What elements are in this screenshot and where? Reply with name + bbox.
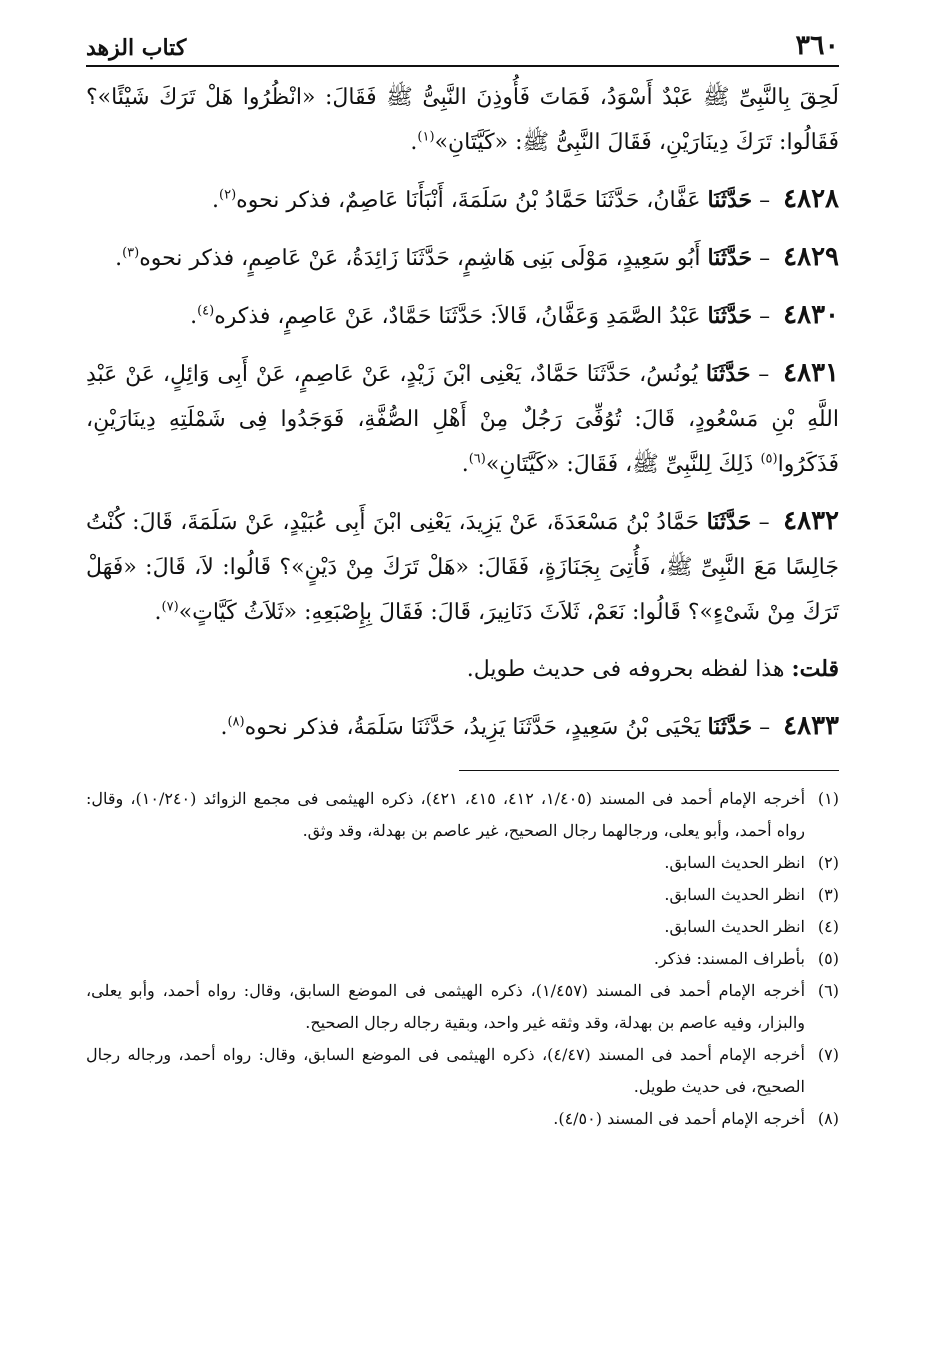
editor-note xyxy=(86,647,839,692)
footnote-text: انظر الحديث السابق. xyxy=(664,853,805,872)
hadith-lead: حَدَّثَنَا xyxy=(707,187,753,213)
hadith-text: يَحْيَى بْنُ سَعِيدٍ، حَدَّثَنَا يَزِيدُ، حَدَّثَنَا سَلَمَةُ، فذكر نحوه xyxy=(244,715,701,740)
footnote-ref: (٦) xyxy=(468,451,486,467)
hadith-number: ٤٨٣٢ xyxy=(783,506,839,536)
footnote xyxy=(86,1103,839,1135)
hadith-text-continued: ذَلِكَ لِلنَّبِىِّ ﷺ، فَقَالَ: «كَيَّتَانِ» xyxy=(485,452,754,477)
footnote-text: انظر الحديث السابق. xyxy=(664,885,805,904)
note-text: هذا لفظه بحروفه فى حديث طويل. xyxy=(466,657,785,682)
footnote-text: أخرجه الإمام أحمد فى المسند (٤/٥٠). xyxy=(553,1109,805,1128)
footnote-number: (٣) xyxy=(817,885,839,904)
hadith-lead: حَدَّثَنَا xyxy=(706,509,752,535)
hadith-lead: حَدَّثَنَا xyxy=(707,245,753,271)
footnote xyxy=(86,911,839,943)
note-label: قلت: xyxy=(791,656,839,682)
hadith-4830: ٤٨٣٠ – حَدَّثَنَا عَبْدُ الصَّمَدِ وَعَفَّانُ، قَالاَ: حَدَّثَنَا حَمَّادٌ، عَنْ عَاصِمٍ، فذكره$^{(٤)}$. xyxy=(190,300,839,330)
hadith-4831: ٤٨٣١ – حَدَّثَنَا يُونُسُ، حَدَّثَنَا حَمَّادٌ، يَعْنِى ابْنَ زَيْدٍ، عَنْ عَاصِمٍ، عَنْ أَبِى وَائِلٍ، عَنْ عَبْدِ اللَّهِ بْنِ مَسْعُودٍ، قَالَ: تُوُفِّىَ رَجُلٌ مِنْ أَهْلِ الصُّفَّةِ، فَوَجَدُوا فِى شَمْلَتِهِ دِينَارَيْنِ، فَذَكَرُوا$^{(٥)}$ ذَلِكَ لِلنَّبِىِّ ﷺ، فَقَالَ: «كَيَّتَانِ»$^{(٦)}$. xyxy=(86,358,839,477)
hadith-4832: ٤٨٣٢ – حَدَّثَنَا حَمَّادُ بْنُ مَسْعَدَةَ، عَنْ يَزِيدَ، يَعْنِى ابْنَ أَبِى عُبَيْدٍ، عَنْ سَلَمَةَ، قَالَ: كُنْتُ جَالِسًا مَعَ النَّبِىِّ ﷺ، فَأُتِىَ بِجَنَازَةٍ، فَقَالَ: «هَلْ تَرَكَ مِنْ دَيْنٍ»؟ قَالُوا: لاَ، قَالَ: «فَهَلْ تَرَكَ مِنْ شَىْءٍ»؟ قَالُوا: نَعَمْ، ثَلاَثَ دَنَانِيرَ، قَالَ: فَقَالَ بِإِصْبَعِهِ: «ثَلاَثُ كَيَّاتٍ»$^{(٧)}$. xyxy=(86,506,839,625)
hadith-number: ٤٨٣٣ xyxy=(783,711,839,741)
hadith-number: ٤٨٣٠ xyxy=(783,300,839,330)
hadith-text: أَبُو سَعِيدٍ، مَوْلَى بَنِى هَاشِمٍ، حَدَّثَنَا زَائِدَةُ، عَنْ عَاصِمٍ، فذكر نحوه xyxy=(139,246,701,271)
hadith-lead: حَدَّثَنَا xyxy=(707,714,753,740)
footnote-number: (٧) xyxy=(817,1045,839,1064)
footnote xyxy=(86,1039,839,1103)
footnote-ref: (٥) xyxy=(760,451,778,467)
footnote-separator xyxy=(459,770,839,771)
hadith-text: عَفَّانُ، حَدَّثَنَا حَمَّادُ بْنُ سَلَمَةَ، أَنْبَأَنَا عَاصِمٌ، فذكر نحوه xyxy=(236,188,701,213)
footnote-text: بأطراف المسند: فذكر. xyxy=(653,949,805,968)
hadith-text: يُونُسُ، حَدَّثَنَا حَمَّادٌ، يَعْنِى ابْنَ زَيْدٍ، عَنْ عَاصِمٍ، عَنْ أَبِى وَائِلٍ، عَنْ عَبْدِ اللَّهِ بْنِ مَسْعُودٍ، قَالَ: تُوُفِّىَ رَجُلٌ مِنْ أَهْلِ الصُّفَّةِ، فَوَجَدُوا فِى شَمْلَتِهِ دِينَارَيْنِ، فَذَكَرُوا xyxy=(86,362,839,477)
footnote-number: (٨) xyxy=(817,1109,839,1128)
footnotes xyxy=(86,783,839,1135)
footnote-number: (٢) xyxy=(817,853,839,872)
footnote-ref: (٤) xyxy=(197,303,215,319)
hadith-number: ٤٨٣١ xyxy=(783,358,839,388)
hadith-number: ٤٨٢٩ xyxy=(783,242,839,272)
hadith-text: عَبْدُ الصَّمَدِ وَعَفَّانُ، قَالاَ: حَدَّثَنَا حَمَّادٌ، عَنْ عَاصِمٍ، فذكره xyxy=(214,304,701,329)
paragraph-continuation: لَحِقَ بِالنَّبِىِّ ﷺ عَبْدٌ أَسْوَدُ، فَمَاتَ فَأُوذِنَ النَّبِىُّ ﷺ فَقَالَ: «انْظُرُوا هَلْ تَرَكَ شَيْئًا»؟ فَقَالُوا: تَرَكَ دِينَارَيْنِ، فَقَالَ النَّبِىُّ ﷺ: «كَيَّتَانِ»$^{(١)}$. xyxy=(86,85,839,155)
footnote-text: أخرجه الإمام أحمد فى المسند (٤/٤٧)، ذكره الهيثمى فى الموضع السابق، وقال: رواه أحمد، ورجاله رجال الصحيح، فى حديث طويل. xyxy=(86,1045,805,1096)
hadith-number: ٤٨٢٨ xyxy=(783,184,839,214)
hadith-4829: ٤٨٢٩ – حَدَّثَنَا أَبُو سَعِيدٍ، مَوْلَى بَنِى هَاشِمٍ، حَدَّثَنَا زَائِدَةُ، عَنْ عَاصِمٍ، فذكر نحوه$^{(٣)}$. xyxy=(115,242,839,272)
footnote-text: انظر الحديث السابق. xyxy=(664,917,805,936)
footnote-ref: (٨) xyxy=(227,714,245,730)
footnote xyxy=(86,847,839,879)
footnote-number: (٥) xyxy=(817,949,839,968)
footnote-number: (١) xyxy=(817,789,839,808)
footnote xyxy=(86,879,839,911)
footnote-number: (٦) xyxy=(817,981,839,1000)
page-number: ٣٦٠ xyxy=(795,30,839,61)
hadith-4828: ٤٨٢٨ – حَدَّثَنَا عَفَّانُ، حَدَّثَنَا حَمَّادُ بْنُ سَلَمَةَ، أَنْبَأَنَا عَاصِمٌ، فذكر نحوه$^{(٢)}$. xyxy=(212,184,839,214)
footnote-number: (٤) xyxy=(817,917,839,936)
footnote-ref: (٢) xyxy=(219,187,237,203)
page-header xyxy=(86,30,839,67)
hadith-lead: حَدَّثَنَا xyxy=(705,361,751,387)
hadith-text: حَمَّادُ بْنُ مَسْعَدَةَ، عَنْ يَزِيدَ، يَعْنِى ابْنَ أَبِى عُبَيْدٍ، عَنْ سَلَمَةَ، قَالَ: كُنْتُ جَالِسًا مَعَ النَّبِىِّ ﷺ، فَأُتِىَ بِجَنَازَةٍ، فَقَالَ: «هَلْ تَرَكَ مِنْ دَيْنٍ»؟ قَالُوا: لاَ، قَالَ: «فَهَلْ تَرَكَ مِنْ شَىْءٍ»؟ قَالُوا: نَعَمْ، ثَلاَثَ دَنَانِيرَ، قَالَ: فَقَالَ بِإِصْبَعِهِ: «ثَلاَثُ كَيَّاتٍ» xyxy=(86,510,839,625)
footnote xyxy=(86,975,839,1039)
footnote-ref: (٧) xyxy=(161,599,179,615)
footnote-ref: (١) xyxy=(417,129,435,145)
book-title: كتاب الزهد xyxy=(86,35,187,61)
footnote xyxy=(86,943,839,975)
footnote-ref: (٣) xyxy=(122,245,140,261)
footnote-text: أخرجه الإمام أحمد فى المسند (١/٤٥٧)، ذكره الهيثمى فى الموضع السابق، وقال: رواه أحمد، وأبو يعلى، والبزار، وفيه عاصم بن بهدلة، وقد وثقه غير واحد، وبقية رجاله رجال الصحيح. xyxy=(86,981,806,1032)
footnote xyxy=(86,783,839,847)
hadith-lead: حَدَّثَنَا xyxy=(707,303,753,329)
hadith-4833: ٤٨٣٣ – حَدَّثَنَا يَحْيَى بْنُ سَعِيدٍ، حَدَّثَنَا يَزِيدُ، حَدَّثَنَا سَلَمَةُ، فذكر نحوه$^{(٨)}$. xyxy=(220,711,839,741)
footnote-text: أخرجه الإمام أحمد فى المسند (١/٤٠٥، ٤١٢، ٤١٥، ٤٢١)، ذكره الهيثمى فى مجمع الزوائد (١٠/٢٤٠)، وقال: رواه أحمد، وأبو يعلى، ورجالهما رجال الصحيح، غير عاصم بن بهدلة، وقد وثق. xyxy=(86,789,806,840)
main-text xyxy=(86,75,839,750)
paragraph-text: لَحِقَ بِالنَّبِىِّ ﷺ عَبْدٌ أَسْوَدُ، فَمَاتَ فَأُوذِنَ النَّبِىُّ ﷺ فَقَالَ: «انْظُرُوا هَلْ تَرَكَ شَيْئًا»؟ فَقَالُوا: تَرَكَ دِينَارَيْنِ، فَقَالَ النَّبِىُّ ﷺ: «كَيَّتَانِ» xyxy=(86,85,839,155)
